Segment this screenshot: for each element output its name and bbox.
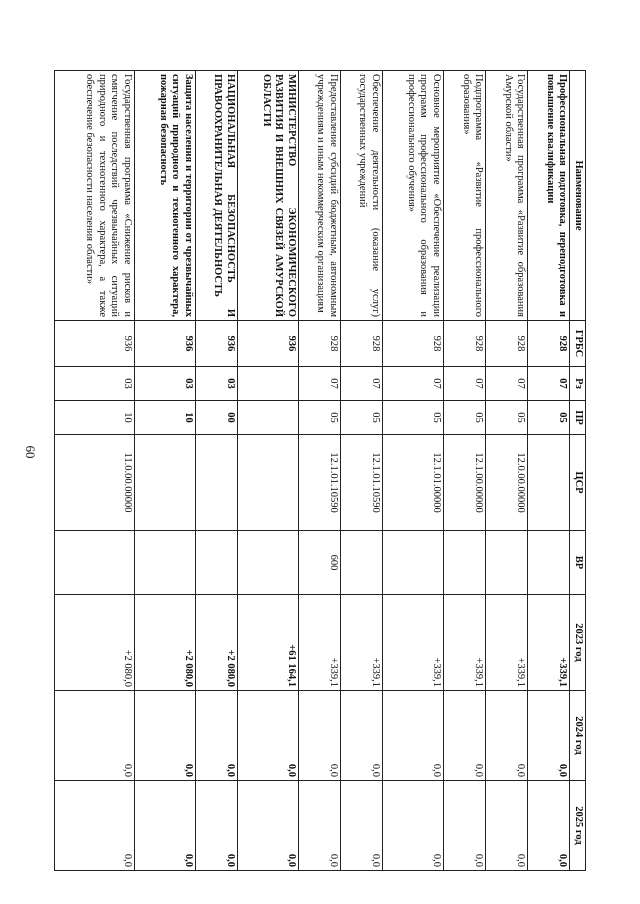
header-row	[570, 71, 586, 871]
row-rz: 07	[340, 367, 382, 401]
row-name: МИНИСТЕРСТВО ЭКОНОМИЧЕСКОГО РАЗВИТИЯ И ВНЕШНИХ СВЯЗЕЙ АМУРСКОЙ ОБЛАСТИ	[237, 71, 298, 321]
row-rz: 03	[55, 367, 135, 401]
row-name: Государственная программа «Развитие образования Амурской области»	[486, 71, 528, 321]
table-row	[55, 71, 135, 871]
row-vr	[195, 531, 237, 595]
row-2025: 0,0	[237, 781, 298, 871]
row-rz: 07	[528, 367, 570, 401]
row-2024: 0,0	[134, 691, 195, 781]
row-2023: +339,1	[444, 595, 486, 691]
row-csr: 12.0.00.00000	[486, 435, 528, 531]
row-rz: 07	[383, 367, 444, 401]
row-csr	[134, 435, 195, 531]
row-vr	[444, 531, 486, 595]
row-2025: 0,0	[55, 781, 135, 871]
row-grbs: 936	[195, 321, 237, 367]
row-2025: 0,0	[528, 781, 570, 871]
row-pr: 10	[134, 401, 195, 435]
row-2024: 0,0	[237, 691, 298, 781]
header-vr: ВР	[570, 531, 586, 595]
row-rz: 07	[486, 367, 528, 401]
row-pr: 05	[340, 401, 382, 435]
row-pr: 05	[298, 401, 340, 435]
row-vr	[383, 531, 444, 595]
table-row	[237, 71, 298, 871]
table-body	[55, 71, 570, 871]
row-pr: 05	[444, 401, 486, 435]
row-rz: 03	[134, 367, 195, 401]
row-rz	[237, 367, 298, 401]
row-grbs: 928	[298, 321, 340, 367]
row-2024: 0,0	[298, 691, 340, 781]
row-name: Обеспечение деятельности (оказание услуг) государственных учреждений	[340, 71, 382, 321]
row-pr: 00	[195, 401, 237, 435]
row-name: НАЦИОНАЛЬНАЯ БЕЗОПАСНОСТЬ И ПРАВООХРАНИТЕЛЬНАЯ ДЕЯТЕЛЬНОСТЬ	[195, 71, 237, 321]
page-number: 60	[23, 445, 38, 459]
header-2025: 2025 год	[570, 781, 586, 871]
row-2025: 0,0	[444, 781, 486, 871]
row-2023: +2 080,0	[195, 595, 237, 691]
row-2023: +2 080,0	[134, 595, 195, 691]
budget-table-wrapper	[54, 70, 586, 870]
row-2024: 0,0	[444, 691, 486, 781]
table-row	[486, 71, 528, 871]
row-2024: 0,0	[486, 691, 528, 781]
row-csr: 11.0.00.00000	[55, 435, 135, 531]
table-row	[340, 71, 382, 871]
row-2025: 0,0	[195, 781, 237, 871]
row-csr	[528, 435, 570, 531]
row-vr	[528, 531, 570, 595]
table-row	[195, 71, 237, 871]
row-csr: 12.1.01.10590	[340, 435, 382, 531]
header-2024: 2024 год	[570, 691, 586, 781]
row-grbs: 928	[340, 321, 382, 367]
table-row	[383, 71, 444, 871]
row-2023: +61 164,1	[237, 595, 298, 691]
row-pr: 10	[55, 401, 135, 435]
row-2023: +339,1	[340, 595, 382, 691]
row-2024: 0,0	[55, 691, 135, 781]
row-vr	[340, 531, 382, 595]
row-pr	[237, 401, 298, 435]
row-vr: 600	[298, 531, 340, 595]
row-2024: 0,0	[383, 691, 444, 781]
row-2024: 0,0	[195, 691, 237, 781]
table-row	[134, 71, 195, 871]
row-csr: 12.1.01.00000	[383, 435, 444, 531]
row-name: Подпрограмма «Развитие профессионального образования»	[444, 71, 486, 321]
row-vr	[237, 531, 298, 595]
row-grbs: 936	[134, 321, 195, 367]
row-name: Профессиональная подготовка, переподготовка и повышение квалификации	[528, 71, 570, 321]
header-name: Наименование	[570, 71, 586, 321]
row-rz: 07	[298, 367, 340, 401]
row-csr: 12.1.01.10590	[298, 435, 340, 531]
header-pr: ПР	[570, 401, 586, 435]
row-pr: 05	[383, 401, 444, 435]
row-grbs: 928	[383, 321, 444, 367]
row-grbs: 936	[55, 321, 135, 367]
row-csr: 12.1.00.00000	[444, 435, 486, 531]
row-2023: +339,1	[298, 595, 340, 691]
budget-table	[54, 70, 586, 871]
row-2023: +339,1	[528, 595, 570, 691]
row-csr	[195, 435, 237, 531]
row-grbs: 928	[528, 321, 570, 367]
header-csr: ЦСР	[570, 435, 586, 531]
table-row	[298, 71, 340, 871]
row-rz: 03	[195, 367, 237, 401]
row-csr	[237, 435, 298, 531]
table-row	[444, 71, 486, 871]
row-pr: 05	[528, 401, 570, 435]
row-2025: 0,0	[134, 781, 195, 871]
row-name: Государственная программа «Снижение рисков и смягчение последствий чрезвычайных ситуаций природного и техногенного характера, а также обеспечение безопасности населения области»	[55, 71, 135, 321]
row-vr	[55, 531, 135, 595]
row-2023: +339,1	[486, 595, 528, 691]
row-2025: 0,0	[298, 781, 340, 871]
row-grbs: 936	[237, 321, 298, 367]
row-2023: +2 080,0	[55, 595, 135, 691]
row-pr: 05	[486, 401, 528, 435]
row-2024: 0,0	[340, 691, 382, 781]
row-grbs: 928	[444, 321, 486, 367]
row-name: Предоставление субсидий бюджетным, автономным учреждениям и иным некоммерческим организациям	[298, 71, 340, 321]
row-vr	[134, 531, 195, 595]
header-grbs: ГРБС	[570, 321, 586, 367]
row-rz: 07	[444, 367, 486, 401]
header-rz: Рз	[570, 367, 586, 401]
row-2024: 0,0	[528, 691, 570, 781]
header-2023: 2023 год	[570, 595, 586, 691]
row-2023: +339,1	[383, 595, 444, 691]
row-vr	[486, 531, 528, 595]
row-name: Основное мероприятие «Обеспечение реализации программ профессионального образования и профессионального обучения»	[383, 71, 444, 321]
row-grbs: 928	[486, 321, 528, 367]
row-2025: 0,0	[383, 781, 444, 871]
table-row	[528, 71, 570, 871]
row-2025: 0,0	[486, 781, 528, 871]
row-name: Защита населения и территории от чрезвычайных ситуаций природного и техногенного характера, пожарная безопасность	[134, 71, 195, 321]
row-2025: 0,0	[340, 781, 382, 871]
